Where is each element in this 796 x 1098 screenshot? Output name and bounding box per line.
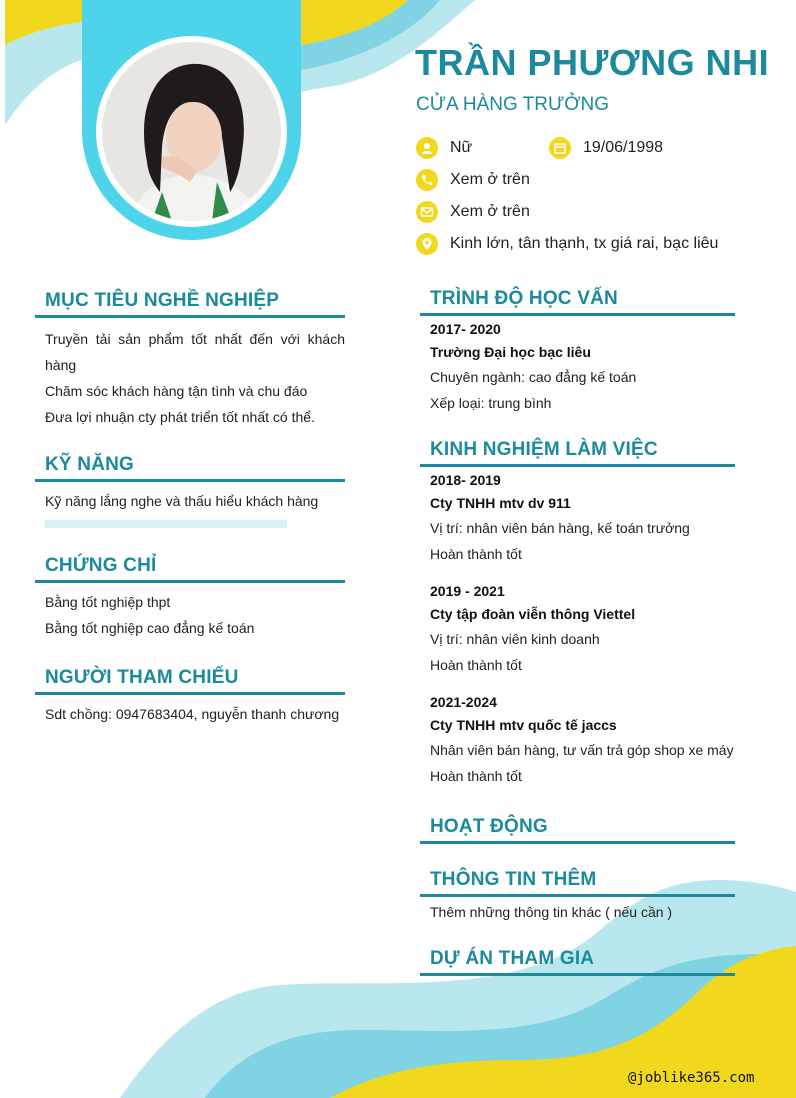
job-company: Cty TNHH mtv dv 911 — [430, 495, 571, 511]
projects-section — [420, 948, 735, 976]
user-icon — [416, 137, 438, 159]
job-period: 2018- 2019 — [430, 472, 501, 488]
watermark: @joblike365.com — [628, 1070, 755, 1086]
job-period: 2019 - 2021 — [430, 583, 505, 599]
certificates-title: CHỨNG CHỈ — [35, 555, 345, 583]
education-grade: Xếp loại: trung bình — [430, 395, 552, 411]
certificate-item: Bằng tốt nghiệp cao đẳng kế toán — [45, 620, 255, 636]
job-company: Cty tập đoàn viễn thông Viettel — [430, 606, 636, 622]
candidate-name: TRẦN PHƯƠNG NHI — [415, 42, 770, 83]
references-title: NGƯỜI THAM CHIẾU — [35, 667, 345, 695]
location-icon — [416, 233, 438, 255]
job-result: Hoàn thành tốt — [430, 546, 522, 562]
certificates-section — [35, 555, 345, 641]
more-info-text: Thêm những thông tin khác ( nếu cần ) — [430, 904, 673, 920]
references-section — [35, 667, 345, 727]
activities-section — [420, 816, 735, 844]
job-entry — [420, 469, 735, 567]
career-goal-title: MỤC TIÊU NGHỀ NGHIỆP — [35, 290, 345, 318]
mail-icon — [416, 201, 438, 223]
projects-title: DỰ ÁN THAM GIA — [420, 948, 735, 976]
education-school: Trường Đại học bạc liêu — [430, 344, 591, 360]
experience-section — [420, 439, 735, 789]
phone-value: Xem ở trên — [450, 171, 530, 188]
calendar-icon — [549, 137, 571, 159]
job-result: Hoàn thành tốt — [430, 768, 522, 784]
address-row — [416, 233, 718, 255]
career-goal-line: Đưa lợi nhuận cty phát triển tốt nhất có thể. — [45, 409, 315, 425]
gender-row — [416, 137, 472, 159]
email-row — [416, 201, 530, 223]
profile-photo — [102, 42, 281, 221]
career-goal-line: Chăm sóc khách hàng tận tình và chu đáo — [45, 383, 308, 399]
reference-text: Sdt chồng: 0947683404, nguyễn thanh chương — [45, 706, 340, 722]
more-info-section — [420, 869, 735, 925]
skill-level-bar — [45, 520, 287, 528]
job-period: 2021-2024 — [430, 694, 497, 710]
education-period: 2017- 2020 — [430, 321, 501, 337]
job-result: Hoàn thành tốt — [430, 657, 522, 673]
experience-title: KINH NGHIỆM LÀM VIỆC — [420, 439, 735, 467]
phone-row — [416, 169, 530, 191]
dob-value: 19/06/1998 — [583, 139, 664, 156]
job-position: Nhân viên bán hàng, tư vấn trả góp shop xe máy — [430, 742, 734, 758]
skills-section — [35, 454, 345, 528]
phone-icon — [416, 169, 438, 191]
gender-value: Nữ — [450, 139, 473, 156]
skills-title: KỸ NĂNG — [35, 454, 345, 482]
job-entry — [420, 580, 735, 678]
job-company: Cty TNHH mtv quốc tế jaccs — [430, 717, 617, 733]
job-position: Vị trí: nhân viên kinh doanh — [430, 631, 600, 647]
job-title: CỬA HÀNG TRƯỞNG — [416, 94, 610, 115]
job-entry — [420, 691, 735, 789]
certificate-item: Bằng tốt nghiệp thpt — [45, 594, 171, 610]
activities-title: HOẠT ĐỘNG — [420, 816, 735, 844]
email-value: Xem ở trên — [450, 203, 530, 220]
education-section — [420, 288, 735, 416]
skill-item: Kỹ năng lắng nghe và thấu hiểu khách hàng — [45, 493, 319, 509]
education-title: TRÌNH ĐỘ HỌC VẤN — [420, 288, 735, 316]
job-position: Vị trí: nhân viên bán hàng, kế toán trưởng — [430, 520, 690, 536]
address-value: Kinh lớn, tân thạnh, tx giá rai, bạc liêu — [450, 235, 719, 252]
education-major: Chuyên ngành: cao đẳng kế toán — [430, 369, 637, 385]
career-goal-section — [35, 290, 345, 430]
more-info-title: THÔNG TIN THÊM — [420, 869, 735, 897]
dob-row — [549, 137, 663, 159]
career-goal-line: Truyền tải sản phẩm tốt nhất đến với khách hàng — [45, 331, 345, 373]
